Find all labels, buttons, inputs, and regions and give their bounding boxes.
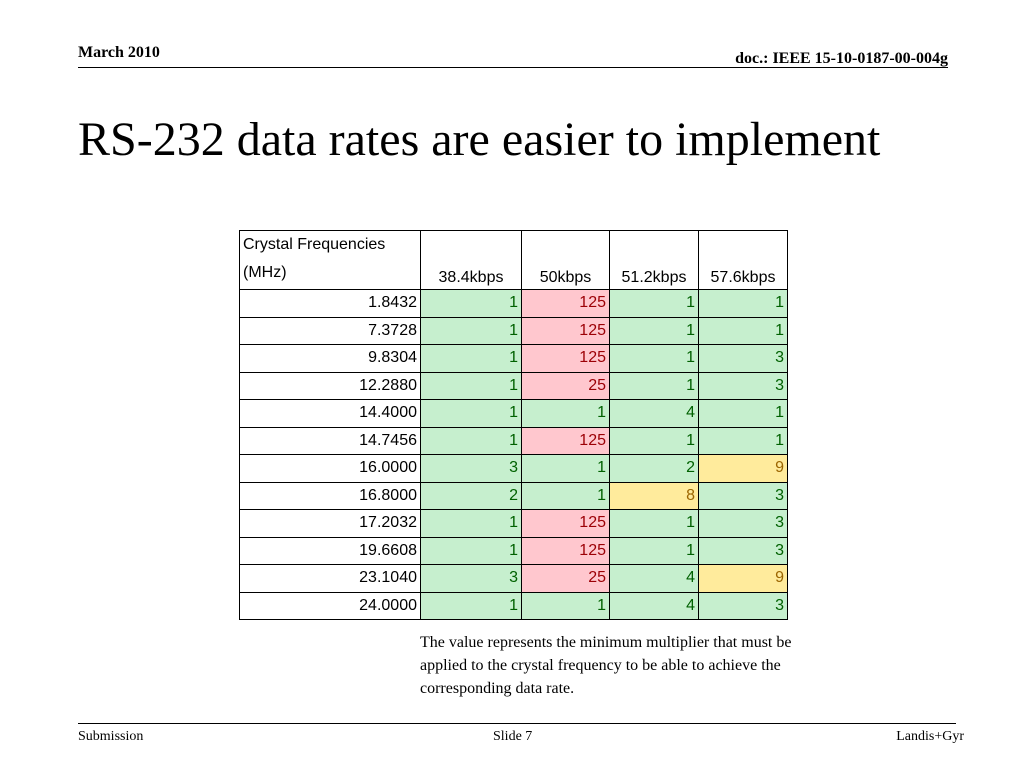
rate-column-header: 38.4kbps (421, 231, 522, 290)
freq-header-line2: (MHz) (243, 264, 287, 281)
table-row (240, 565, 788, 593)
multiplier-cell: 3 (699, 510, 788, 538)
table-row (240, 400, 788, 428)
multiplier-cell: 1 (610, 510, 699, 538)
freq-cell: 9.8304 (240, 345, 421, 373)
multiplier-cell: 1 (522, 592, 610, 620)
freq-cell: 16.0000 (240, 455, 421, 483)
table-row (240, 290, 788, 318)
multiplier-cell: 1 (421, 510, 522, 538)
multiplier-cell: 1 (699, 317, 788, 345)
freq-cell: 7.3728 (240, 317, 421, 345)
table-row (240, 537, 788, 565)
table-body (240, 290, 788, 620)
rate-column-header: 50kbps (522, 231, 610, 290)
multiplier-cell: 1 (421, 290, 522, 318)
header-date: March 2010 (78, 44, 160, 61)
table-row (240, 427, 788, 455)
multiplier-cell: 1 (610, 290, 699, 318)
multiplier-cell: 1 (610, 537, 699, 565)
multiplier-cell: 1 (421, 427, 522, 455)
freq-column-header (240, 231, 421, 290)
footer-slide-number: Slide 7 (493, 729, 533, 744)
table-note: The value represents the minimum multiplier that must be applied to the crystal frequency to be able to achieve the corresponding data rate. (420, 634, 792, 697)
multiplier-cell: 125 (522, 427, 610, 455)
multiplier-cell: 2 (610, 455, 699, 483)
multiplier-cell: 9 (699, 565, 788, 593)
freq-cell: 16.8000 (240, 482, 421, 510)
footer-divider (78, 723, 956, 724)
multiplier-cell: 3 (699, 372, 788, 400)
multiplier-cell: 1 (522, 482, 610, 510)
table-header-row (240, 231, 788, 290)
slide-title: RS-232 data rates are easier to implement (78, 113, 881, 166)
multiplier-cell: 1 (421, 372, 522, 400)
multiplier-cell: 8 (610, 482, 699, 510)
multiplier-cell: 125 (522, 537, 610, 565)
multiplier-cell: 25 (522, 565, 610, 593)
freq-cell: 14.7456 (240, 427, 421, 455)
freq-cell: 24.0000 (240, 592, 421, 620)
multiplier-cell: 3 (699, 345, 788, 373)
data-rate-table (239, 230, 788, 620)
freq-cell: 23.1040 (240, 565, 421, 593)
multiplier-cell: 1 (610, 427, 699, 455)
multiplier-cell: 1 (610, 317, 699, 345)
table-row (240, 592, 788, 620)
multiplier-cell: 1 (421, 537, 522, 565)
multiplier-cell: 3 (421, 455, 522, 483)
multiplier-cell: 1 (522, 455, 610, 483)
multiplier-cell: 125 (522, 510, 610, 538)
multiplier-cell: 25 (522, 372, 610, 400)
footer-submission: Submission (78, 729, 144, 744)
freq-header-line1: Crystal Frequencies (243, 236, 386, 253)
freq-cell: 1.8432 (240, 290, 421, 318)
multiplier-cell: 1 (610, 345, 699, 373)
multiplier-cell: 1 (699, 427, 788, 455)
multiplier-cell: 125 (522, 317, 610, 345)
multiplier-cell: 1 (421, 592, 522, 620)
table-row (240, 345, 788, 373)
rate-column-header: 51.2kbps (610, 231, 699, 290)
table-row (240, 510, 788, 538)
freq-cell: 12.2880 (240, 372, 421, 400)
multiplier-cell: 4 (610, 592, 699, 620)
multiplier-cell: 3 (699, 482, 788, 510)
multiplier-cell: 3 (699, 592, 788, 620)
multiplier-cell: 4 (610, 400, 699, 428)
footer-company: Landis+Gyr (896, 729, 964, 744)
table-row (240, 317, 788, 345)
multiplier-cell: 1 (610, 372, 699, 400)
multiplier-cell: 9 (699, 455, 788, 483)
freq-cell: 19.6608 (240, 537, 421, 565)
multiplier-cell: 4 (610, 565, 699, 593)
freq-cell: 14.4000 (240, 400, 421, 428)
multiplier-cell: 2 (421, 482, 522, 510)
multiplier-cell: 1 (522, 400, 610, 428)
multiplier-cell: 1 (699, 290, 788, 318)
multiplier-cell: 1 (421, 345, 522, 373)
multiplier-cell: 3 (699, 537, 788, 565)
multiplier-cell: 1 (421, 317, 522, 345)
table-row (240, 372, 788, 400)
table-row (240, 482, 788, 510)
multiplier-cell: 1 (699, 400, 788, 428)
multiplier-cell: 1 (421, 400, 522, 428)
table-row (240, 455, 788, 483)
multiplier-cell: 3 (421, 565, 522, 593)
rate-column-header: 57.6kbps (699, 231, 788, 290)
freq-cell: 17.2032 (240, 510, 421, 538)
multiplier-cell: 125 (522, 290, 610, 318)
header-doc-id: doc.: IEEE 15-10-0187-00-004g (735, 50, 948, 67)
multiplier-cell: 125 (522, 345, 610, 373)
header-divider (78, 67, 948, 68)
